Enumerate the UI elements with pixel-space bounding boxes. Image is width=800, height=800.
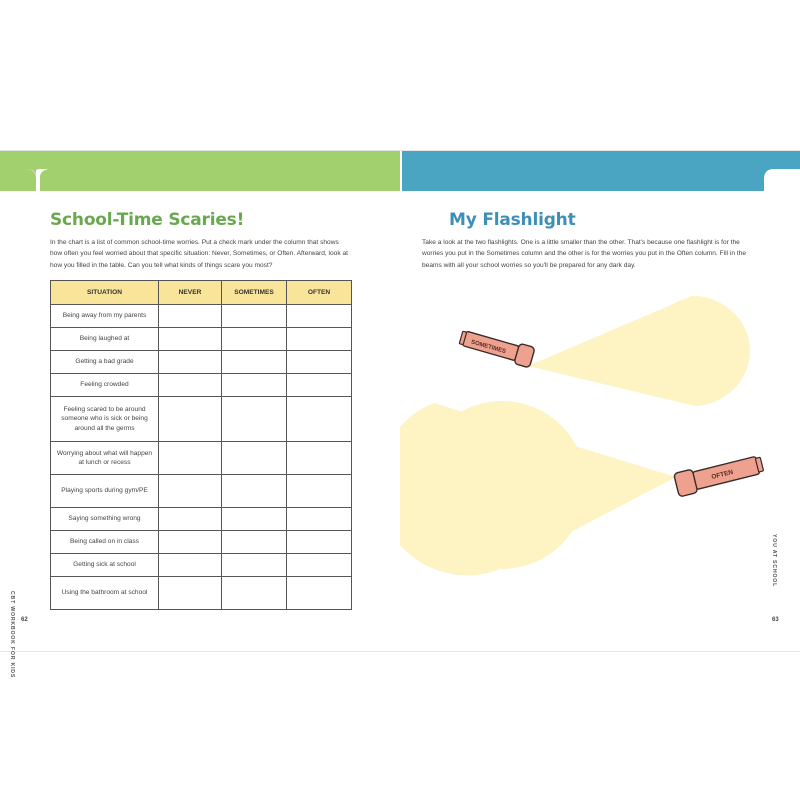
often-checkbox-cell[interactable] [287, 554, 352, 577]
sometimes-checkbox-cell[interactable] [222, 305, 287, 328]
header-never: NEVER [159, 281, 222, 305]
table-row [51, 351, 352, 374]
sometimes-checkbox-cell[interactable] [222, 475, 287, 508]
situation-cell: Getting a bad grade [51, 351, 159, 374]
often-checkbox-cell[interactable] [287, 442, 352, 475]
situation-cell: Playing sports during gym/PE [51, 475, 159, 508]
sometimes-checkbox-cell[interactable] [222, 374, 287, 397]
header-situation: SITUATION [51, 281, 159, 305]
situation-cell: Worrying about what will happen at lunch or recess [51, 442, 159, 475]
never-checkbox-cell[interactable] [159, 397, 222, 442]
table-row [51, 508, 352, 531]
table-row [51, 374, 352, 397]
situation-cell: Using the bathroom at school [51, 577, 159, 610]
often-checkbox-cell[interactable] [287, 397, 352, 442]
table-header-row [51, 281, 352, 305]
right-page [400, 151, 800, 651]
often-checkbox-cell[interactable] [287, 305, 352, 328]
sometimes-checkbox-cell[interactable] [222, 531, 287, 554]
sometimes-checkbox-cell[interactable] [222, 397, 287, 442]
table-row [51, 397, 352, 442]
sometimes-checkbox-cell[interactable] [222, 351, 287, 374]
situation-cell: Getting sick at school [51, 554, 159, 577]
header-often: OFTEN [287, 281, 352, 305]
never-checkbox-cell[interactable] [159, 577, 222, 610]
never-checkbox-cell[interactable] [159, 531, 222, 554]
situation-cell: Being laughed at [51, 328, 159, 351]
never-checkbox-cell[interactable] [159, 508, 222, 531]
situation-cell: Feeling scared to be around someone who is sick or being around all the germs [51, 397, 159, 442]
never-checkbox-cell[interactable] [159, 554, 222, 577]
sometimes-checkbox-cell[interactable] [222, 577, 287, 610]
book-spread [0, 150, 800, 679]
sometimes-flashlight-icon [458, 327, 535, 368]
page-title: My Flashlight [449, 210, 576, 230]
page-number: 63 [772, 617, 779, 623]
worries-table [50, 280, 352, 610]
book-title-side-label: CBT WORKBOOK FOR KIDS [9, 591, 15, 679]
table-row [51, 531, 352, 554]
section-side-label: YOU AT SCHOOL [771, 534, 777, 588]
often-beam-end [418, 401, 586, 569]
table-row [51, 328, 352, 351]
page-number: 62 [21, 617, 28, 623]
never-checkbox-cell[interactable] [159, 374, 222, 397]
situation-cell: Saying something wrong [51, 508, 159, 531]
never-checkbox-cell[interactable] [159, 351, 222, 374]
often-checkbox-cell[interactable] [287, 351, 352, 374]
often-checkbox-cell[interactable] [287, 531, 352, 554]
often-flashlight-icon [674, 452, 765, 497]
never-checkbox-cell[interactable] [159, 442, 222, 475]
never-checkbox-cell[interactable] [159, 305, 222, 328]
table-row [51, 442, 352, 475]
sometimes-checkbox-cell[interactable] [222, 328, 287, 351]
sometimes-beam-end [644, 298, 750, 404]
header-sometimes: SOMETIMES [222, 281, 287, 305]
table-row [51, 577, 352, 610]
sometimes-flashlight-label: SOMETIMES [470, 339, 507, 356]
table-row [51, 554, 352, 577]
situation-cell: Feeling crowded [51, 374, 159, 397]
flashlights-illustration [400, 151, 800, 651]
often-checkbox-cell[interactable] [287, 475, 352, 508]
often-checkbox-cell[interactable] [287, 374, 352, 397]
left-page [0, 151, 400, 679]
table-row [51, 475, 352, 508]
never-checkbox-cell[interactable] [159, 475, 222, 508]
situation-cell: Being away from my parents [51, 305, 159, 328]
intro-text: Take a look at the two flashlights. One is a little smaller than the other. That's because one flashlight is for the worries you put in the Sometimes column and the other is for the worries you put in the Often column. Fill in the beams with all your school worries so you'll be prepared for any dark day. [422, 239, 746, 269]
often-checkbox-cell[interactable] [287, 577, 352, 610]
often-checkbox-cell[interactable] [287, 328, 352, 351]
intro-text: In the chart is a list of common school-time worries. Put a check mark under the column that shows how often you feel worried about that specific situation: Never, Sometimes, or Often. Afterward, look at how you filled in the table. Can you tell what kinds of things scare you most? [50, 239, 348, 269]
sometimes-checkbox-cell[interactable] [222, 508, 287, 531]
situation-cell: Being called on in class [51, 531, 159, 554]
sometimes-checkbox-cell[interactable] [222, 442, 287, 475]
sometimes-checkbox-cell[interactable] [222, 554, 287, 577]
often-flashlight-label: OFTEN [710, 468, 734, 481]
page-title: School-Time Scaries! [50, 210, 245, 230]
never-checkbox-cell[interactable] [159, 328, 222, 351]
table-row [51, 305, 352, 328]
often-checkbox-cell[interactable] [287, 508, 352, 531]
